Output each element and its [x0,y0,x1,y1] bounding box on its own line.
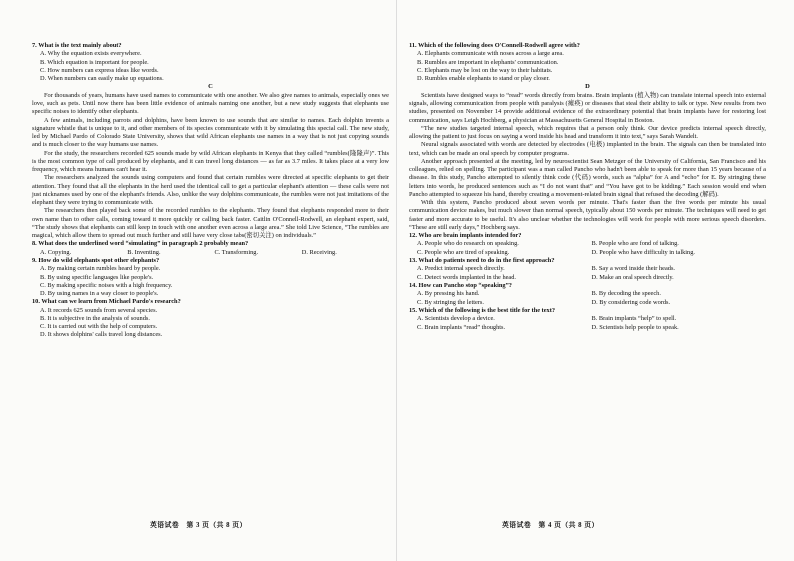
question-14-options-row-2 [409,299,766,307]
question-11-stem: 11. Which of the following does O'Connell-Rodwell agree with? [409,42,580,49]
right-page [397,0,794,561]
question-15-option-a: A. Scientists develop a device. [417,315,495,323]
question-11-option-d: D. Rumbles enable elephants to stand or play closer. [417,75,550,82]
passage-c-paragraph-5: The researchers then played back some of the recorded rumbles to the elephants. They found that elephants responded more to their own name than to other calls, coming toward it more quickly or calling back faster. Caitlin O'Connell-Rodwell, an elephant expert, said, “The study shows that elephants can still keep in touch with one another even across a large area.” She told Live Science, “The rumbles are magical, which allow them to spread out much further and still have very close tabs(密切关注) on individuals.” [32,207,389,239]
question-11-option-c: C. Elephants may be lost on the way to their habitats. [417,66,553,74]
question-11-option-a: A. Elephants communicate with noses across a large area. [417,50,564,58]
question-13-option-b: B. Say a word inside their heads. [591,265,676,273]
question-7-option-a: A. Why the equation exists everywhere. [40,50,142,58]
question-13-stem: 13. What do patients need to do in the first approach? [409,257,555,265]
question-13-option-c: C. Detect words implanted in the head. [417,273,517,281]
question-7-option-c: C. How numbers can express ideas like words. [40,66,159,74]
question-14-option-c: C. By stringing the letters. [417,298,484,306]
question-12-stem: 12. Who are brain implants intended for? [409,232,522,239]
question-12-options-row-1 [409,240,766,248]
question-14-option-a: A. By pressing his hand. [417,290,480,298]
question-7-option-d: D. When numbers can easily make up equations. [40,75,164,82]
passage-c-paragraph-4: The researchers analyzed the sounds using computers and found that certain rumbles were directed at specific elephants to get their attention. They found that all the elephants in the herd used the identical call to get a particular elephant's attention — these calls were not just nicknames used by one of the elephant's friends. Also, unlike the way dolphins communicate, the rumbles were not just imitations of the elephant they were trying to communicate with. [32,174,389,206]
question-14-options-row-1 [409,290,766,298]
question-7-stem: 7. What is the text mainly about? [32,42,122,49]
question-15-option-c: C. Brain implants “read” thoughts. [417,323,506,331]
passage-d-paragraph-2: “The new studies targeted internal speech, which requires that a person only think. Our device predicts internal speech directly, allowing the patient to just focus on saying a word inside his head and transform it into text,” says Sarah Wandelt. [409,124,766,140]
question-8-option-b: B. Inventing. [127,248,161,256]
question-15-options-row-1 [409,315,766,323]
passage-d-paragraph-1: Scientists have designed ways to “read” words directly from brains. Brain implants (植入物) can translate internal speech into external signals, allowing communication from people with paralysis (瘫痪) or diseases that steal their ability to talk or type. New results from two studies, presented on November 14 provide additional evidence of the extraordinary potential that brain implants have for restoring lost communication, says Leigh Hochberg, a physician at Massachusetts General Hospital in Boston. [409,91,766,124]
question-9-option-a: A. By making certain rumbles heard by people. [40,265,161,273]
question-10-stem: 10. What can we learn from Michael Pardo's research? [32,298,181,306]
question-9-option-b: B. By using specific languages like people's. [40,273,154,281]
question-13-options-row-1 [409,265,766,273]
question-12-option-a: A. People who do research on speaking. [417,240,519,248]
question-8-option-c: C. Transforming. [214,248,259,256]
passage-d-paragraph-3: Neural signals associated with words are detected by electrodes (电极) implanted in the brain. The signals can then be translated into text, which can be made an oral speech by computer programs. [409,141,766,157]
passage-c-paragraph-2: A few animals, including parrots and dolphins, have been known to use sounds that are similar to names. Each dolphin invents a signature whistle that is unique to it, and other members of its species communicate with it by simulating this special call. The new study, led by Michael Pardo of Colorado State University, shows that wild African elephants use names in a way that is not just copying sounds and is much closer to the way humans use names. [32,116,389,149]
question-8-option-a: A. Copying. [40,248,72,256]
section-d-heading: D [585,83,590,91]
question-15-option-b: B. Brain implants “help” to spell. [591,315,677,323]
question-15-options-row-2 [409,324,766,332]
question-13-option-a: A. Predict internal speech directly. [417,265,505,273]
passage-d-paragraph-4: Another approach presented at the meeting, led by neuroscientist Sean Metzger of the University of California, San Francisco and his colleagues, relied on spelling. The participant was a man called Pancho who hadn't been able to speak for more than 15 years because of a disease. In this study, Pancho attempted to silently think code (代码) words, such as “alpha” for A and “echo” for E. By stringing these letters into words, he produced sentences such as “I do not want that” and “You have got to be kidding.” Each session would end when Pancho attempted to squeeze his hand, thereby creating a movement-related brain signal that refused the decoding (解码). [409,157,766,198]
question-13-option-d: D. Make an oral speech directly. [591,273,674,281]
page-footer-3: 英语试卷 第 3 页（共 8 页） [150,522,247,529]
question-12-options-row-2 [409,249,766,257]
question-15-option-d: D. Scientists help people to speak. [591,323,679,331]
question-7-option-b: B. Which equation is important for people. [40,58,149,66]
question-8-options [32,249,389,258]
section-c-heading: C [208,83,213,91]
question-14-option-d: D. By considering code words. [591,298,671,306]
question-10-option-a: A. It records 625 sounds from several species. [40,306,158,314]
question-12-option-c: C. People who are tired of speaking. [417,248,510,256]
question-10-option-b: B. It is subjective in the analysis of sounds. [40,314,150,322]
question-10-option-c: C. It is carried out with the help of computers. [40,323,158,330]
passage-d-paragraph-5: With this system, Pancho produced about seven words per minute. That's faster than the five words per minute his usual communication device makes, but much slower than normal speech, typically about 150 words per minute. The techniques will need to get faster and more accurate to be useful. It's also unclear whether the technologies will work for people with more serious speech disorders. “These are still early days,” Hochberg says. [409,199,766,231]
question-14-option-b: B. By decoding the speech. [591,290,661,298]
passage-c-paragraph-3: For the study, the researchers recorded 625 sounds made by wild African elephants in Kenya that they called “rumbles(隆隆声)”. This is the most common type of call produced by elephants, and it can travel long distances — as far as 3.7 miles. It takes place at a very low frequency, which means humans can't hear it. [32,149,389,173]
question-13-options-row-2 [409,274,766,282]
question-12-option-d: D. People who have difficulty in talking. [591,248,695,256]
question-10-option-d: D. It shows dolphins' calls travel long distances. [40,331,163,339]
question-8-option-d: D. Receiving. [301,248,337,256]
page-footer-4: 英语试卷 第 4 页（共 8 页） [502,522,599,529]
passage-c-paragraph-1: For thousands of years, humans have used names to communicate with one another. We also give names to animals, especially ones we love, such as pets. Until now there has been little evidence of animals naming one another, but a new study suggests that elephants use specific noises to identify other elephants. [32,91,389,116]
question-15-stem: 15. Which of the following is the best title for the text? [409,307,556,315]
question-14-stem: 14. How can Pancho stop “speaking”? [409,282,512,290]
question-12-option-b: B. People who are fond of talking. [591,240,679,248]
question-9-stem: 9. How do wild elephants spot other elephants? [32,257,160,264]
question-9-option-d: D. By using names in a way closer to people's. [40,290,159,297]
question-9-option-c: C. By making specific noises with a high frequency. [40,281,173,289]
question-8-stem: 8. What does the underlined word “simulating” in paragraph 2 probably mean? [32,240,249,248]
question-11-option-b: B. Rumbles are important in elephants' communication. [417,58,559,66]
